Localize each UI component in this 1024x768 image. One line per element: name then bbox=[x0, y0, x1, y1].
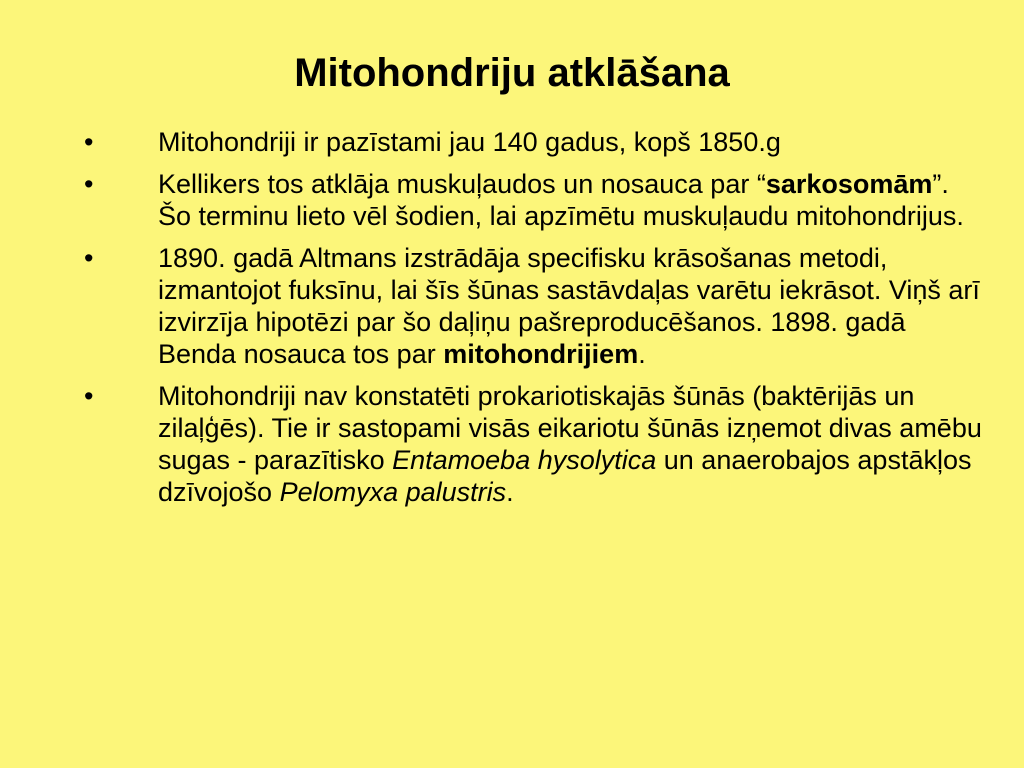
bullet-4-species-pelomyxa: Pelomyxa palustris bbox=[279, 477, 507, 507]
bullet-4-text-part1: Mitohondriji nav konstatēti prokariotiskajās šūnās (baktērijās un zilaļģēs). Tie ir sastopami visās eikariotu šūnās izņemot divas amēbu sugas - parazītisko bbox=[158, 381, 982, 475]
bullet-icon: • bbox=[84, 127, 94, 157]
bullet-item-4 bbox=[84, 380, 984, 508]
bullet-4-text-part2: un anaerobajos apstākļos dzīvojošo bbox=[158, 445, 972, 507]
bullet-3-term-mitohondrijiem: mitohondrijiem bbox=[443, 339, 639, 369]
bullet-item-1 bbox=[84, 126, 984, 158]
bullet-2-text-part1: Kellikers tos atklāja muskuļaudos un nosauca par “ bbox=[158, 169, 766, 199]
slide-title: Mitohondriju atklāšana bbox=[294, 51, 730, 95]
bullet-3-text-part1: 1890. gadā Altmans izstrādāja specifisku krāsošanas metodi, izmantojot fuksīnu, lai šīs šūnas sastāvdaļas varētu iekrāsot. Viņš arī izvirzīja hipotēzi par šo daļiņu pašreproducēšanos. 1898. gadā Benda nosauca tos par bbox=[158, 243, 980, 369]
bullet-2-term-sarkosomam: sarkosomām bbox=[765, 169, 933, 199]
bullet-list bbox=[84, 126, 984, 518]
bullet-item-2 bbox=[84, 168, 984, 232]
bullet-icon: • bbox=[84, 381, 94, 411]
bullet-item-3 bbox=[84, 242, 984, 370]
bullet-icon: • bbox=[84, 169, 94, 199]
bullet-icon: • bbox=[84, 243, 94, 273]
bullet-1-text: Mitohondriji ir pazīstami jau 140 gadus, kopš 1850.g bbox=[158, 127, 781, 157]
bullet-4-text-part3: . bbox=[506, 477, 514, 507]
bullet-4-species-entamoeba: Entamoeba hysolytica bbox=[392, 445, 657, 475]
bullet-3-text-part2: . bbox=[638, 339, 646, 369]
bullet-2-text-part2: ”. Šo terminu lieto vēl šodien, lai apzīmētu muskuļaudu mitohondrijus. bbox=[158, 169, 964, 231]
